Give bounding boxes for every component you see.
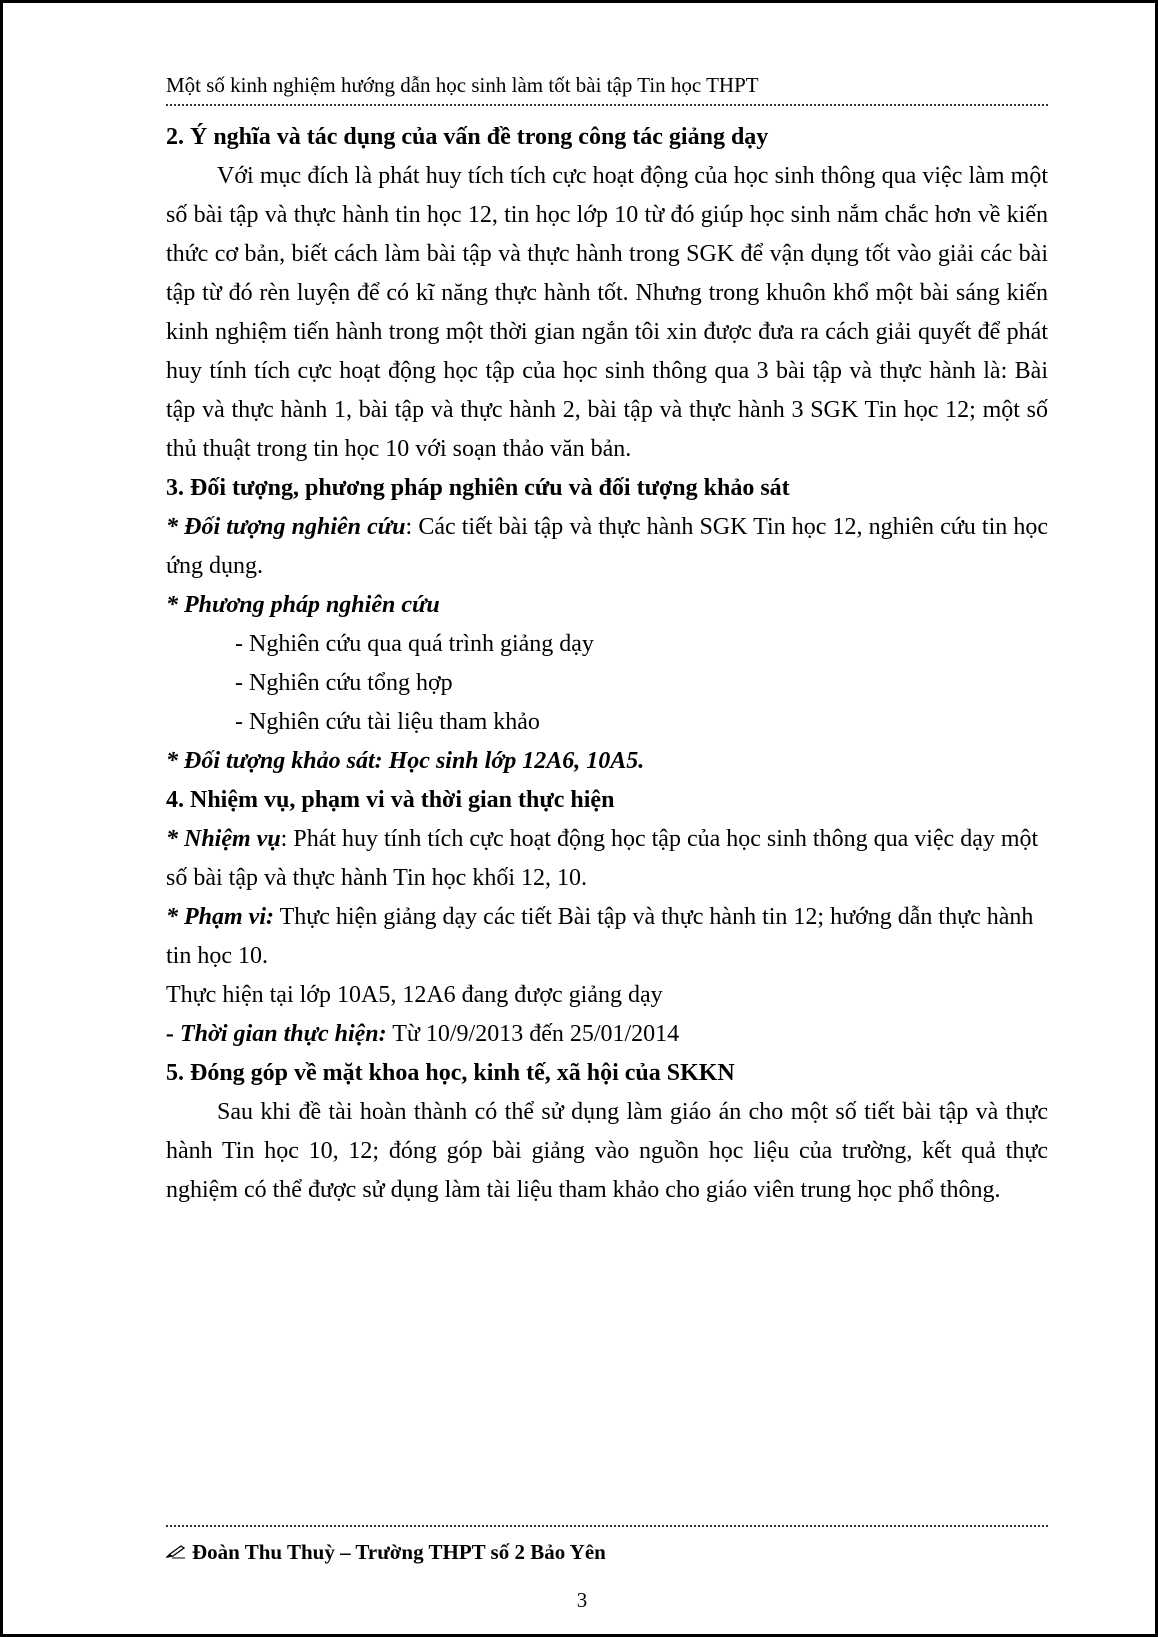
section2-heading: 2. Ý nghĩa và tác dụng của vấn đề trong công tác giảng dạy	[166, 124, 769, 150]
section4-heading: 4. Nhiệm vụ, phạm vi và thời gian thực hiện	[166, 787, 615, 813]
header-title: Một số kinh nghiệm hướng dẫn học sinh làm tốt bài tập Tin học THPT	[166, 73, 759, 97]
pen-icon	[166, 1539, 186, 1565]
place: Thực hiện tại lớp 10A5, 12A6 đang được giảng dạy	[166, 982, 663, 1008]
footer-divider	[166, 1525, 1048, 1527]
task-text: : Phát huy tính tích cực hoạt động học tập của học sinh thông qua việc dạy một số bài tập và thực hành Tin học khối 12, 10.	[166, 826, 1039, 891]
main-content	[166, 118, 1048, 1210]
scope-label: * Phạm vi:	[166, 904, 274, 930]
section3-heading: 3. Đối tượng, phương pháp nghiên cứu và đối tượng khảo sát	[166, 475, 790, 501]
time-label: - Thời gian thực hiện:	[166, 1021, 387, 1047]
section5-paragraph: Sau khi đề tài hoàn thành có thể sử dụng làm giáo án cho một số tiết bài tập và thực hành Tin học 10, 12; đóng góp bài giảng vào nguồn học liệu của trường, kết quả thực nghiệm có thể được sử dụng làm tài liệu tham khảo cho giáo viên trung học phổ thông.	[166, 1099, 1048, 1203]
task	[166, 820, 1048, 898]
scope-text: Thực hiện giảng dạy các tiết Bài tập và thực hành tin 12; hướng dẫn thực hành tin học 10.	[166, 904, 1034, 969]
method-item: - Nghiên cứu qua quá trình giảng dạy	[235, 631, 594, 657]
research-object	[166, 508, 1048, 586]
task-label: * Nhiệm vụ	[166, 826, 281, 852]
research-object-text: : Các tiết bài tập và thực hành SGK Tin học 12, nghiên cứu tin học ứng dụng.	[166, 514, 1049, 579]
footer	[166, 1539, 606, 1565]
methods-label: * Phương pháp nghiên cứu	[166, 592, 440, 618]
time-text: Từ 10/9/2013 đến 25/01/2014	[386, 1021, 680, 1047]
header-divider	[166, 104, 1048, 106]
page-number: 3	[576, 1588, 588, 1612]
section5-heading: 5. Đóng góp về mặt khoa học, kinh tế, xã hội của SKKN	[166, 1060, 735, 1086]
footer-author: Đoàn Thu Thuỳ – Trường THPT số 2 Bảo Yên	[192, 1540, 606, 1564]
scope	[166, 898, 1048, 976]
survey-object: * Đối tượng khảo sát: Học sinh lớp 12A6, 10A5.	[166, 748, 645, 774]
research-object-label: * Đối tượng nghiên cứu	[166, 514, 406, 540]
method-item: - Nghiên cứu tổng hợp	[235, 670, 453, 696]
method-item: - Nghiên cứu tài liệu tham khảo	[235, 709, 540, 735]
section2-paragraph: Với mục đích là phát huy tích tích cực hoạt động của học sinh thông qua việc làm một số bài tập và thực hành tin học 12, tin học lớp 10 từ đó giúp học sinh nắm chắc hơn về kiến thức cơ bản, biết cách làm bài tập và thực hành trong SGK để vận dụng tốt vào giải các bài tập từ đó rèn luyện để có kĩ năng thực hành tốt. Nhưng trong khuôn khổ một bài sáng kiến kinh nghiệm tiến hành trong một thời gian ngắn tôi xin được đưa ra cách giải quyết để phát huy tính tích cực hoạt động học tập của học sinh thông qua 3 bài tập và thực hành là: Bài tập và thực hành 1, bài tập và thực hành 2, bài tập và thực hành 3 SGK Tin học 12; một số thủ thuật trong tin học 10 với soạn thảo văn bản.	[166, 163, 1048, 462]
time	[166, 1015, 1048, 1054]
